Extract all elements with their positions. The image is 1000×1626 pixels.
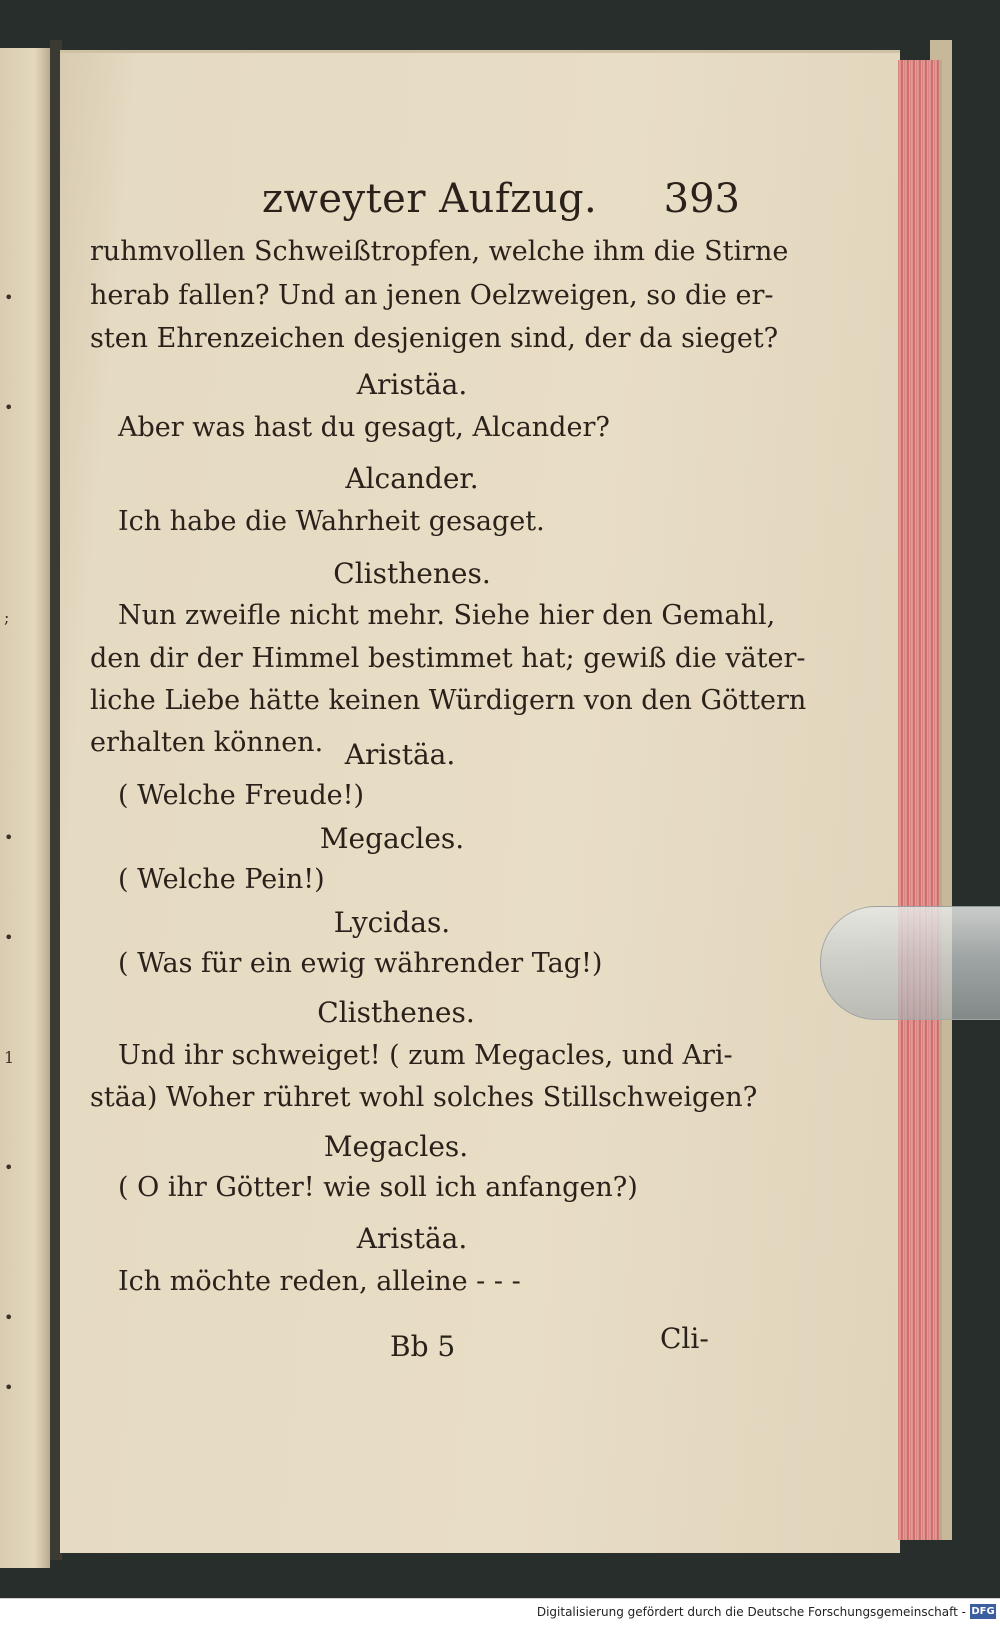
page-number: 393 (663, 176, 740, 222)
speaker-name: Aristäa. (356, 368, 468, 401)
left-page-mark: • (4, 288, 14, 307)
speaker-name: Megacles. (319, 822, 465, 855)
digitization-credit: Digitalisierung gefördert durch die Deutsche Forschungsgemeinschaft - (536, 1605, 966, 1619)
text-line: liche Liebe hätte keinen Würdigern von den Göttern (90, 685, 807, 716)
text-line: herab fallen? Und an jenen Oelzweigen, so die er- (90, 280, 774, 311)
speaker-name: Megacles. (323, 1130, 469, 1163)
left-page-mark: • (4, 1158, 14, 1177)
text-line: erhalten können. (90, 727, 324, 758)
speaker-name: Aristäa. (344, 738, 456, 771)
text-line: ruhmvollen Schweißtropfen, welche ihm die Stirne (90, 236, 789, 267)
left-page-mark: 1 (4, 1048, 15, 1067)
signature-mark: Bb 5 (390, 1330, 456, 1363)
dfg-logo: DFG (971, 1606, 995, 1617)
left-page-edge (0, 48, 50, 1568)
text-line: Ich möchte reden, alleine - - - (118, 1266, 521, 1297)
speaker-name: Clisthenes. (333, 557, 491, 590)
left-page-mark: • (4, 1308, 14, 1327)
text-line: Nun zweifle nicht mehr. Siehe hier den Gemahl, (118, 600, 776, 631)
text-line: sten Ehrenzeichen desjenigen sind, der da sieget? (90, 323, 779, 354)
text-line: den dir der Himmel bestimmet hat; gewiß die väter- (90, 643, 806, 674)
left-page-mark: • (4, 928, 14, 947)
left-page-mark: • (4, 1378, 14, 1397)
text-line: Und ihr schweiget! ( zum Megacles, und Ari- (118, 1040, 733, 1071)
text-line: ( Welche Freude!) (118, 780, 365, 811)
left-page-mark: • (4, 398, 14, 417)
text-line: ( Welche Pein!) (118, 864, 325, 895)
running-head (90, 172, 740, 232)
red-page-edges (898, 60, 942, 1540)
text-line: Aber was hast du gesagt, Alcander? (118, 412, 610, 443)
running-title: zweyter Aufzug. (262, 176, 598, 222)
speaker-name: Alcander. (345, 462, 479, 495)
speaker-name: Clisthenes. (317, 996, 475, 1029)
text-line: ( O ihr Götter! wie soll ich anfangen?) (118, 1172, 638, 1203)
text-line: Ich habe die Wahrheit gesaget. (118, 506, 545, 537)
speaker-name: Lycidas. (333, 906, 451, 939)
catchword: Cli- (660, 1322, 709, 1355)
left-page-mark: ; (4, 608, 10, 627)
text-line: stäa) Woher rühret wohl solches Stillschweigen? (90, 1082, 758, 1113)
left-page-mark: • (4, 828, 14, 847)
page-clip (820, 906, 1000, 1020)
credit-bar (0, 1598, 1000, 1626)
speaker-name: Aristäa. (356, 1222, 468, 1255)
text-line: ( Was für ein ewig währender Tag!) (118, 948, 603, 979)
